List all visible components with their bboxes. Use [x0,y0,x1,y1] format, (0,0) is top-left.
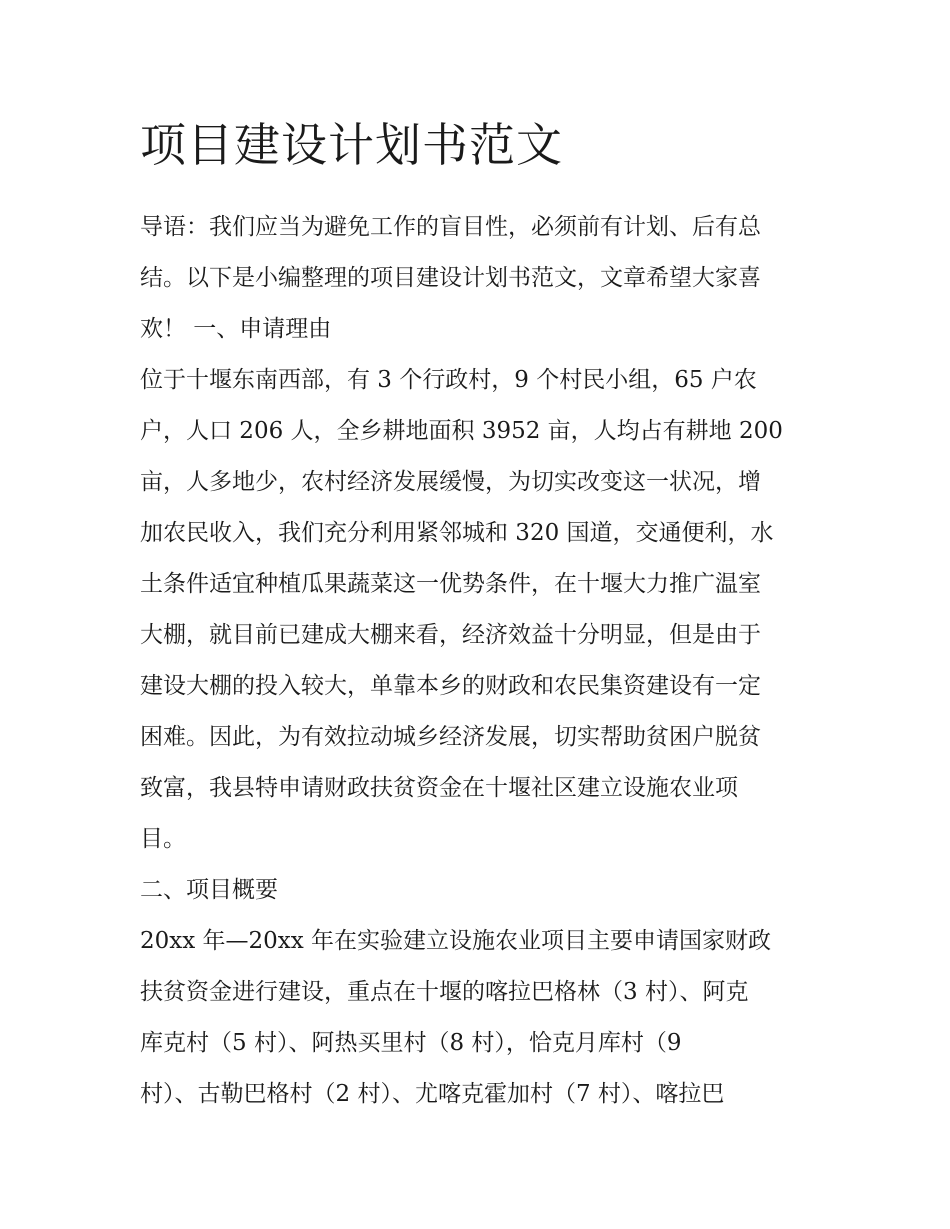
paragraph-line: 20xx 年—20xx 年在实验建立设施农业项目主要申请国家财政 [140,928,772,954]
page-title: 项目建设计划书范文 [140,118,563,172]
document-body [140,110,812,1120]
paragraph-line: 位于十堰东南西部，有 3 个行政村，9 个村民小组，65 户农 [140,367,757,393]
paragraph-line: 扶贫资金进行建设，重点在十堰的喀拉巴格林（3 村）、阿克 [140,979,749,1005]
paragraph-line: 库克村（5 村）、阿热买里村（8 村），恰克月库村（9 [140,1030,682,1056]
paragraph-line: 目。 [140,826,186,852]
paragraph-line: 加农民收入，我们充分利用紧邻城和 320 国道，交通便利，水 [140,520,774,546]
paragraph-line: 建设大棚的投入较大，单靠本乡的财政和农民集资建设有一定 [140,673,761,699]
paragraph-line: 困难。因此，为有效拉动城乡经济发展，切实帮助贫困户脱贫 [140,724,761,750]
section-heading: 二、项目概要 [140,877,278,903]
paragraph-line: 致富，我县特申请财政扶贫资金在十堰社区建立设施农业项 [140,775,738,801]
paragraph-line: 亩，人多地少，农村经济发展缓慢，为切实改变这一状况，增 [140,469,761,495]
paragraph-line: 村）、古勒巴格村（2 村）、尤喀克霍加村（7 村）、喀拉巴 [140,1081,725,1107]
paragraph-line: 欢！ 一、申请理由 [140,316,332,342]
paragraph-line: 大棚，就目前已建成大棚来看，经济效益十分明显，但是由于 [140,622,761,648]
paragraph-line: 导语：我们应当为避免工作的盲目性，必须前有计划、后有总 [140,214,761,240]
paragraph-line: 土条件适宜种植瓜果蔬菜这一优势条件，在十堰大力推广温室 [140,571,761,597]
paragraph-line: 户，人口 206 人，全乡耕地面积 3952 亩，人均占有耕地 200 [140,418,783,444]
paragraph-line: 结。以下是小编整理的项目建设计划书范文，文章希望大家喜 [140,265,761,291]
